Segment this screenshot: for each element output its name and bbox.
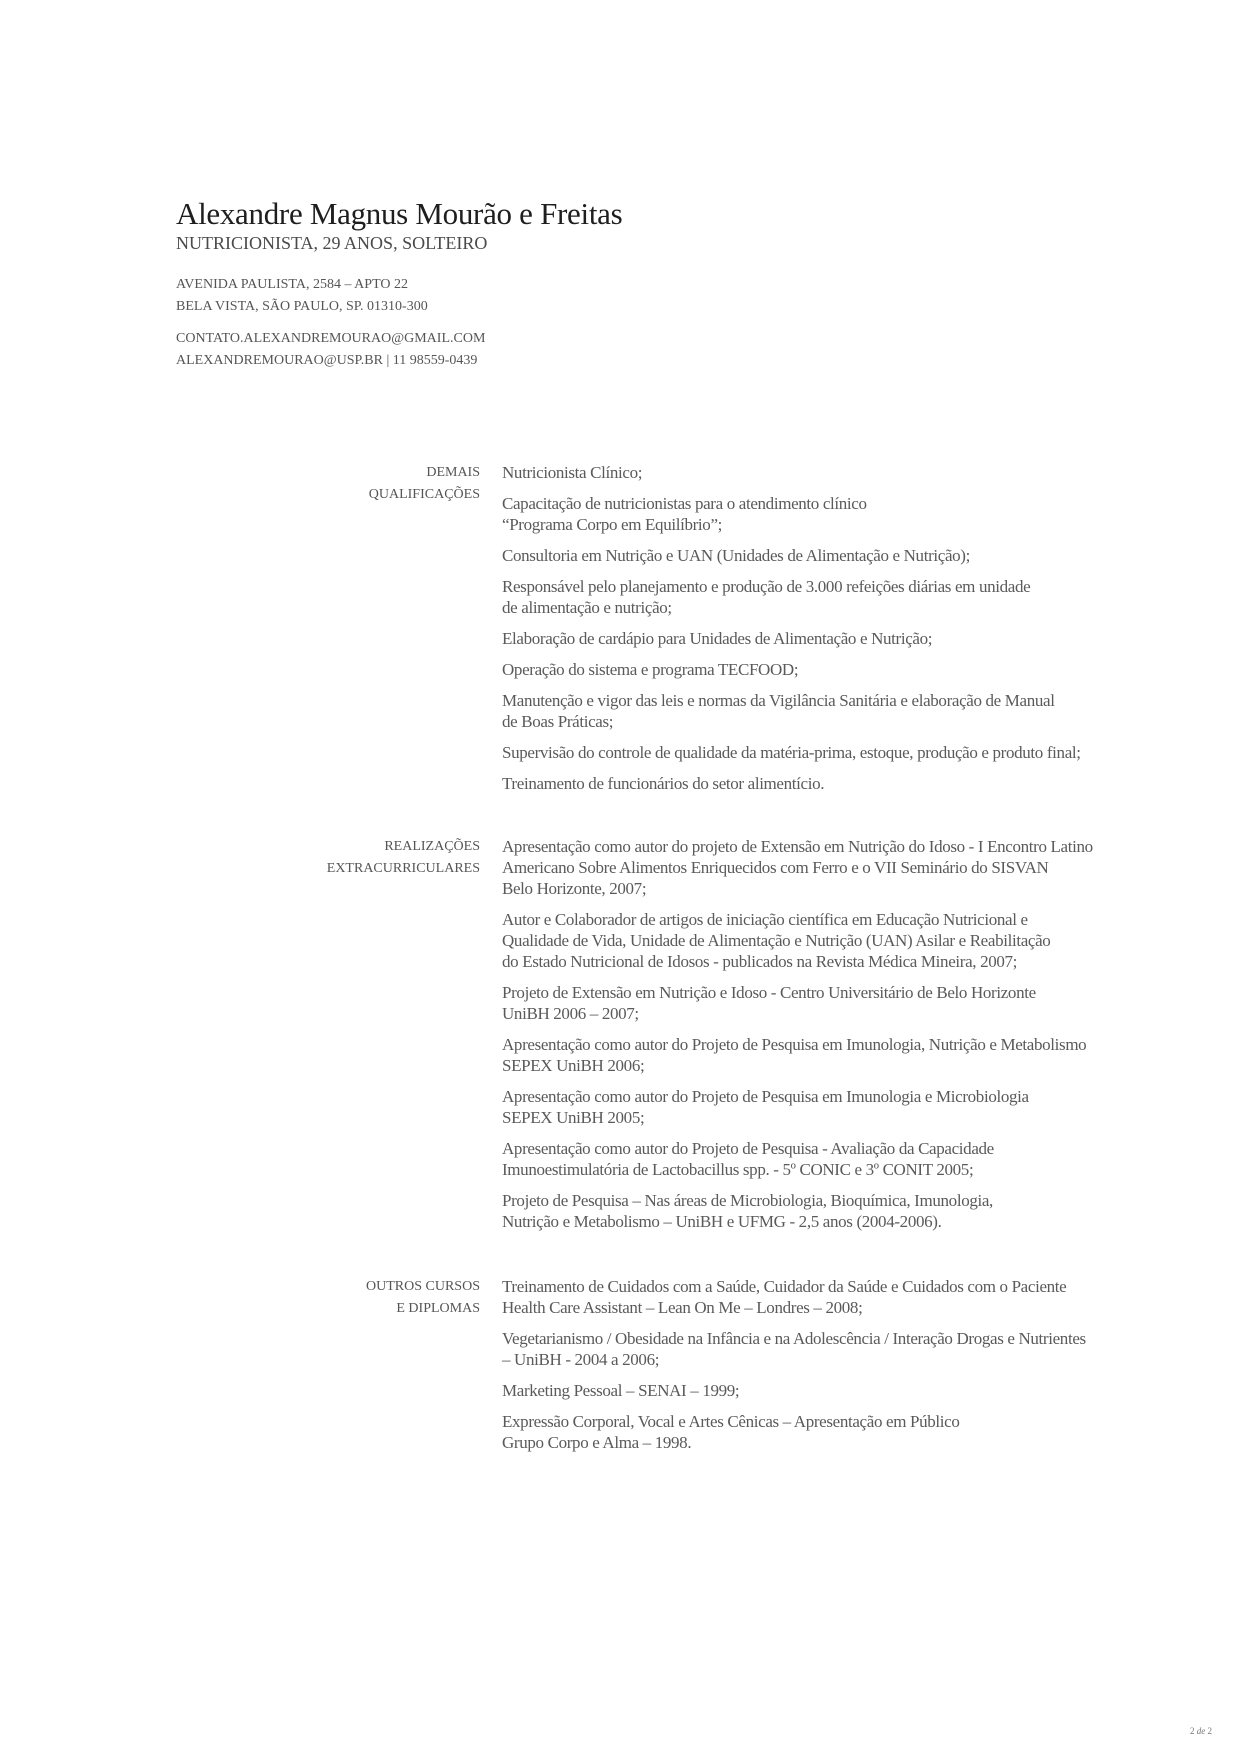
list-item: Vegetarianismo / Obesidade na Infância e na Adolescência / Interação Drogas e Nutrientes – UniBH - 2004 a 2006; [502,1329,1086,1369]
list-item: Projeto de Extensão em Nutrição e Idoso - Centro Universitário de Belo Horizonte UniBH 2006 – 2007; [502,983,1036,1023]
list-item: Supervisão do controle de qualidade da matéria-prima, estoque, produção e produto final; [502,743,1081,762]
address-line: AVENIDA PAULISTA, 2584 – APTO 22 [176,277,408,292]
list-item: Projeto de Pesquisa – Nas áreas de Microbiologia, Bioquímica, Imunologia, Nutrição e Metabolismo – UniBH e UFMG - 2,5 anos (2004-2006). [502,1191,993,1231]
list-item: Treinamento de Cuidados com a Saúde, Cuidador da Saúde e Cuidados com o Paciente Health Care Assistant – Lean On Me – Londres – 2008; [502,1277,1067,1317]
cv-header [176,196,1076,372]
section-label [260,462,480,506]
list-item: Elaboração de cardápio para Unidades de Alimentação e Nutrição; [502,629,933,648]
page-number [1190,1726,1212,1736]
list-item: Consultoria em Nutrição e UAN (Unidades de Alimentação e Nutrição); [502,546,970,565]
list-item: Manutenção e vigor das leis e normas da Vigilância Sanitária e elaboração de Manual de Boas Práticas; [502,691,1055,731]
list-item: Apresentação como autor do Projeto de Pesquisa - Avaliação da Capacidade Imunoestimulatória de Lactobacillus spp. - 5º CONIC e 3º CONIT 2005; [502,1139,994,1179]
list-item: Apresentação como autor do projeto de Extensão em Nutrição do Idoso - I Encontro Latino Americano Sobre Alimentos Enriquecidos com Ferro e o VII Seminário do SISVAN Belo Horizonte, 2007; [502,837,1093,898]
section-items [502,836,1202,1242]
list-item: Responsável pelo planejamento e produção de 3.000 refeições diárias em unidade de alimentação e nutrição; [502,577,1031,617]
section-label-line: QUALIFICAÇÕES [368,487,480,502]
page-of: de [1196,1726,1206,1736]
email-line: CONTATO.ALEXANDREMOURAO@GMAIL.COM [176,331,486,346]
list-item: Operação do sistema e programa TECFOOD; [502,660,799,679]
section-items [502,1276,1202,1463]
email-phone-line: ALEXANDREMOURAO@USP.BR | 11 98559-0439 [176,353,478,368]
candidate-name: Alexandre Magnus Mourão e Freitas [176,196,623,231]
section-items [502,462,1202,804]
list-item: Apresentação como autor do Projeto de Pesquisa em Imunologia, Nutrição e Metabolismo SEPEX UniBH 2006; [502,1035,1087,1075]
list-item: Autor e Colaborador de artigos de iniciação científica em Educação Nutricional e Qualidade de Vida, Unidade de Alimentação e Nutrição (UAN) Asilar e Reabilitação do Estado Nutricional de Idosos - publicados na Revista Médica Mineira, 2007; [502,910,1051,971]
section-label-line: EXTRACURRICULARES [326,861,480,876]
list-item: Apresentação como autor do Projeto de Pesquisa em Imunologia e Microbiologia SEPEX UniBH 2005; [502,1087,1029,1127]
section-label-line: DEMAIS [426,465,480,480]
list-item: Marketing Pessoal – SENAI – 1999; [502,1381,740,1400]
address-line: BELA VISTA, SÃO PAULO, SP. 01310-300 [176,299,428,314]
page-total: 2 [1207,1726,1212,1736]
page-current: 2 [1190,1726,1195,1736]
section-label [260,1276,480,1320]
list-item: Nutricionista Clínico; [502,463,643,482]
section-label-line: E DIPLOMAS [396,1301,480,1316]
section-label-line: REALIZAÇÕES [384,839,480,854]
list-item: Capacitação de nutricionistas para o atendimento clínico “Programa Corpo em Equilíbrio”; [502,494,867,534]
address-block [176,274,1076,318]
section-label [260,836,480,880]
candidate-subtitle: NUTRICIONISTA, 29 ANOS, SOLTEIRO [176,233,488,253]
contact-block [176,328,1076,372]
section-label-line: OUTROS CURSOS [366,1279,480,1294]
list-item: Treinamento de funcionários do setor alimentício. [502,774,825,793]
list-item: Expressão Corporal, Vocal e Artes Cênicas – Apresentação em Público Grupo Corpo e Alma – 1998. [502,1412,960,1452]
